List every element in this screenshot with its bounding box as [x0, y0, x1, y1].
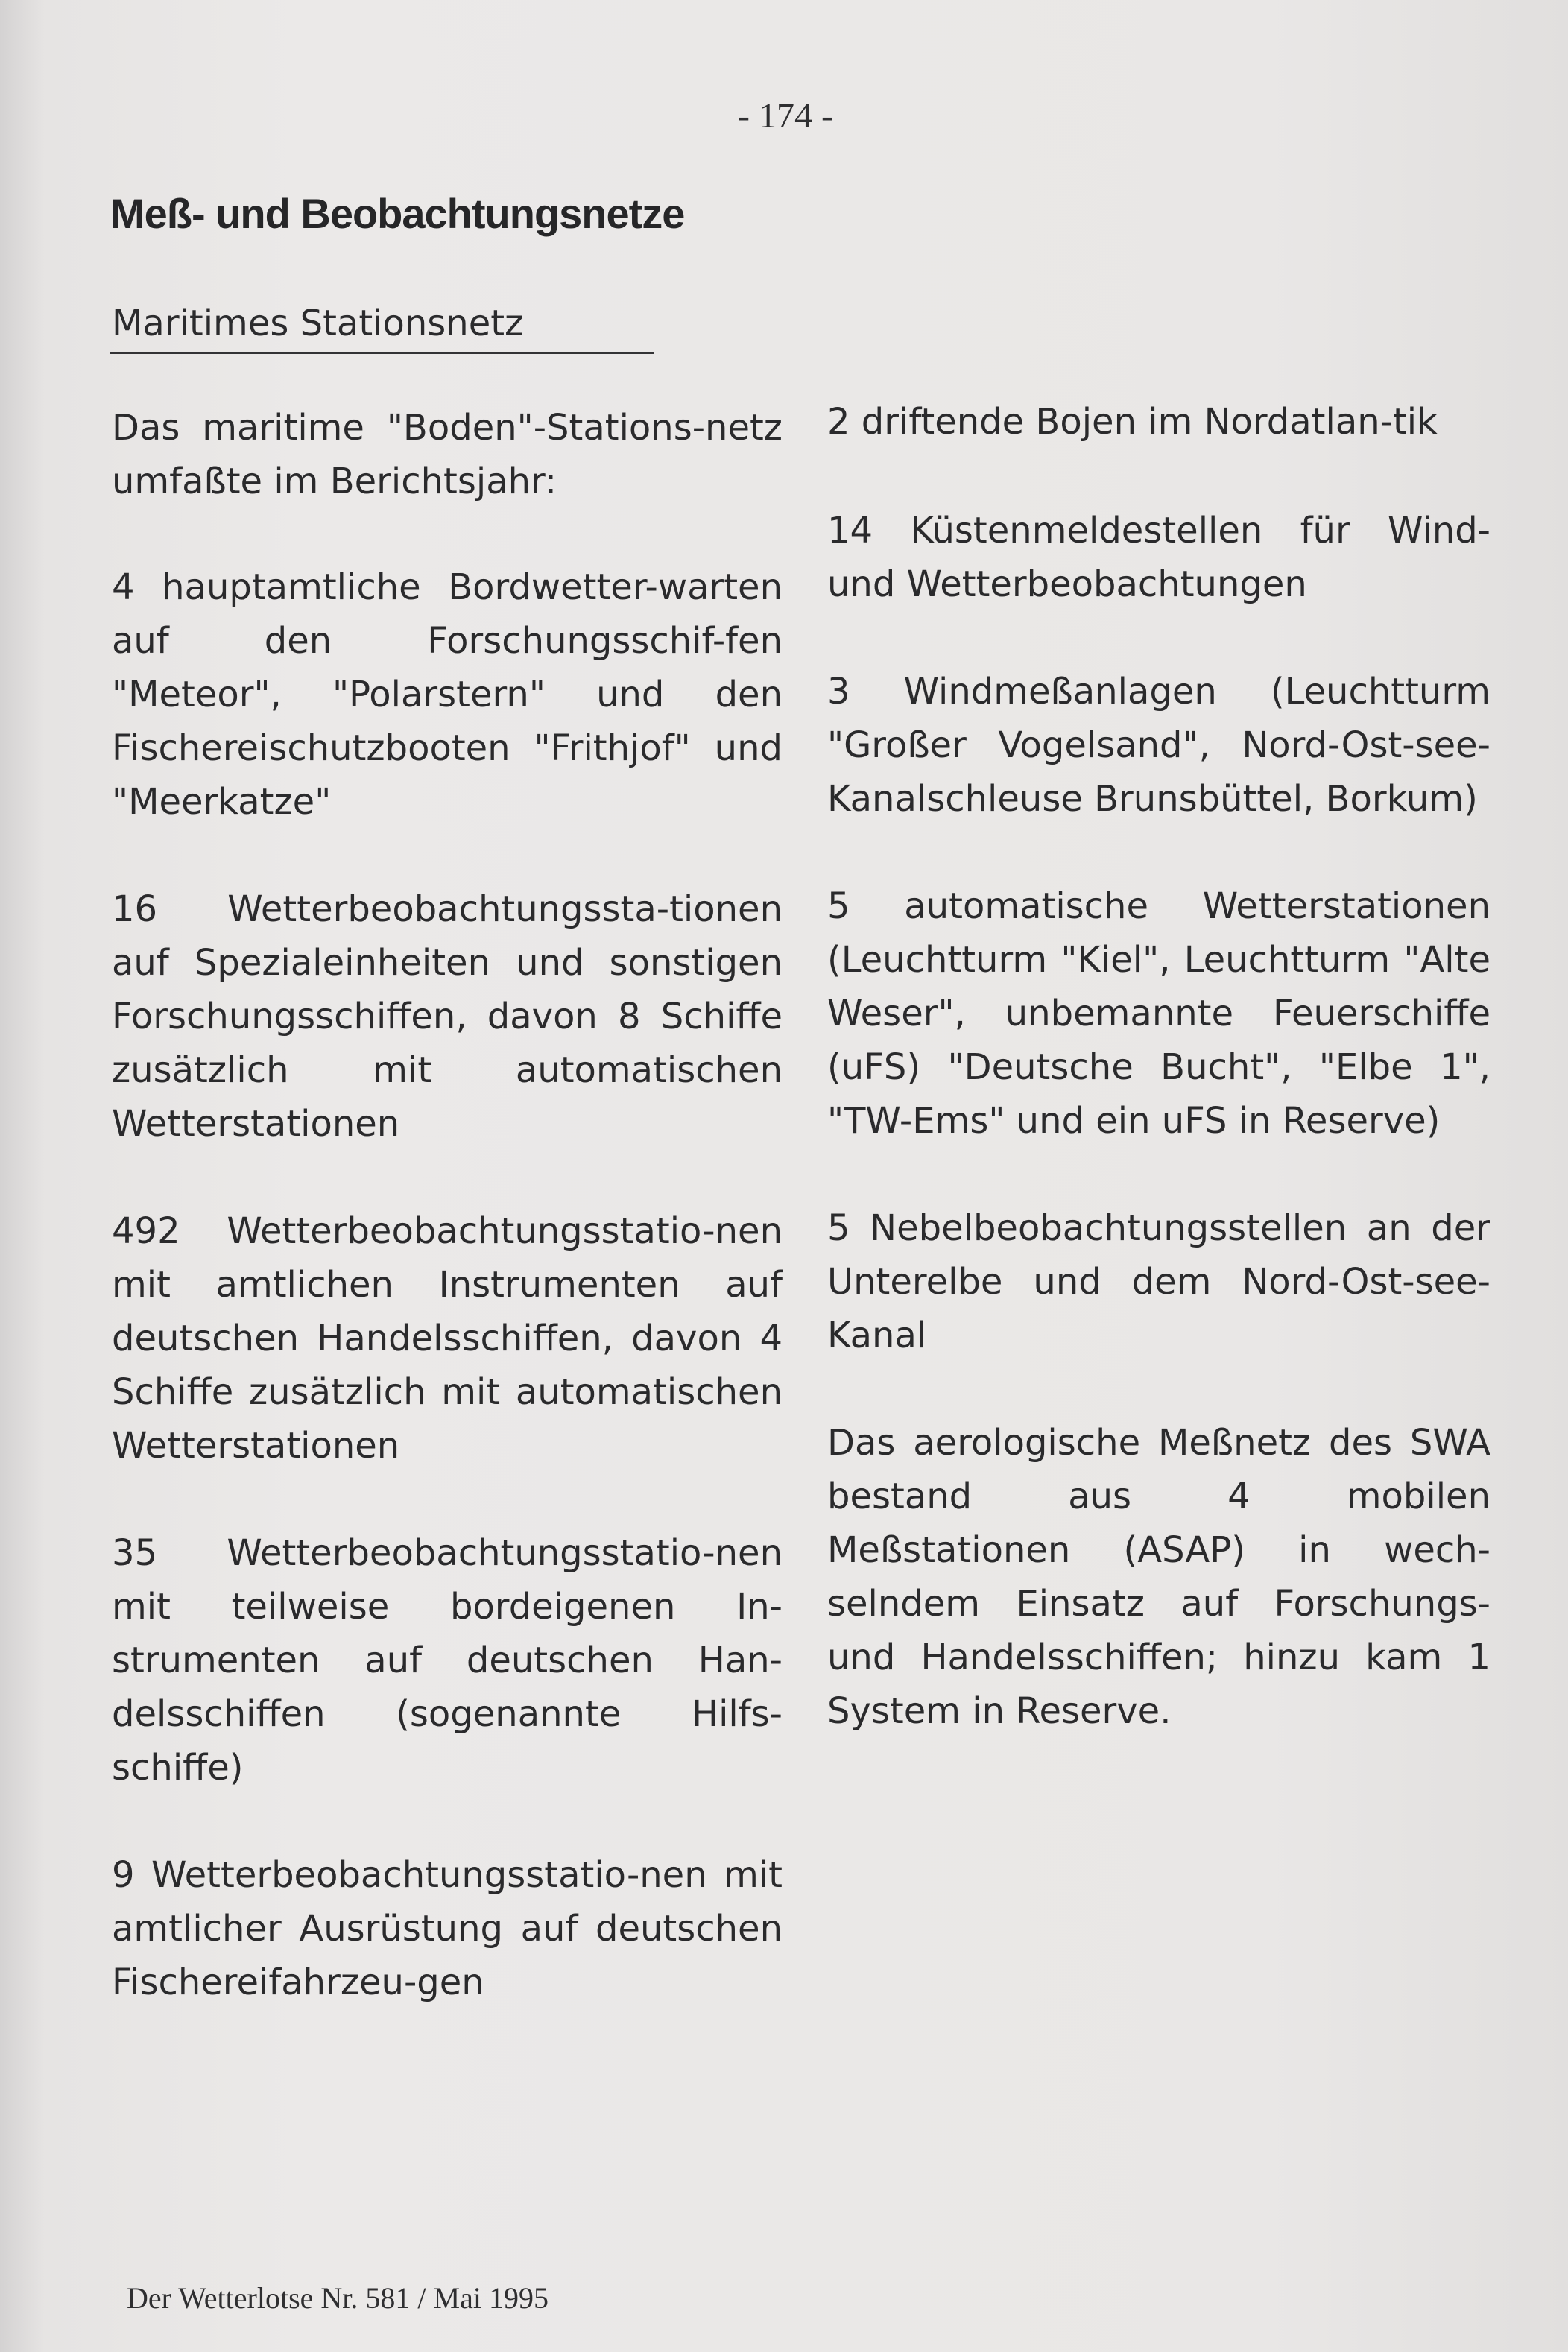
- paragraph: 5 Nebelbeobachtungsstellen an der Unterelbe und dem Nord-Ost-see-Kanal: [827, 1207, 1490, 1356]
- section-heading: Meß- und Beobachtungsnetze: [110, 190, 685, 237]
- subheading: Maritimes Stationsnetz: [112, 303, 524, 344]
- paragraph: 14 Küstenmeldestellen für Wind- und Wetterbeobachtungen: [827, 510, 1490, 605]
- paragraph: 35 Wetterbeobachtungsstatio-nen mit teilweise bordeigenen In-strumenten auf deutschen Han-delsschiffen (sogenannte Hilfs-schiffe): [112, 1532, 783, 1789]
- subheading-underline: [110, 352, 654, 354]
- page-number: - 174 -: [738, 96, 833, 136]
- paragraph: Das aerologische Meßnetz des SWA bestand aus 4 mobilen Meßstationen (ASAP) in wech-selndem Einsatz auf Forschungs- und Handelsschiffen; hinzu kam 1 System in Reserve.: [827, 1422, 1490, 1732]
- paragraph: 9 Wetterbeobachtungsstatio-nen mit amtlicher Ausrüstung auf deutschen Fischereifahrzeu-gen: [112, 1854, 783, 2003]
- paragraph: 5 automatische Wetterstationen (Leuchtturm "Kiel", Leuchtturm "Alte Weser", unbemannte Feuerschiffe (uFS) "Deutsche Bucht", "Elbe 1", "TW-Ems" und ein uFS in Reserve): [827, 885, 1490, 1142]
- paragraph: 2 driftende Bojen im Nordatlan-tik: [827, 401, 1438, 443]
- paragraph: 492 Wetterbeobachtungsstatio-nen mit amtlichen Instrumenten auf deutschen Handelsschiffen, davon 4 Schiffe zusätzlich mit automatischen Wetterstationen: [112, 1210, 783, 1467]
- right-column: [827, 395, 1490, 1738]
- footer-citation: Der Wetterlotse Nr. 581 / Mai 1995: [127, 2281, 549, 2315]
- paragraph: Das maritime "Boden"-Stations-netz umfaßte im Berichtsjahr:: [112, 407, 783, 502]
- paragraph: 3 Windmeßanlagen (Leuchtturm "Großer Vogelsand", Nord-Ost-see-Kanalschleuse Brunsbüttel, Borkum): [827, 671, 1490, 820]
- paragraph: 16 Wetterbeobachtungssta-tionen auf Spezialeinheiten und sonstigen Forschungsschiffen, davon 8 Schiffe zusätzlich mit automatischen Wetterstationen: [112, 888, 783, 1145]
- paragraph: 4 hauptamtliche Bordwetter-warten auf den Forschungsschif-fen "Meteor", "Polarstern" und den Fischereischutzbooten "Frithjof" und "Meerkatze": [112, 566, 783, 823]
- left-column: [112, 401, 783, 2009]
